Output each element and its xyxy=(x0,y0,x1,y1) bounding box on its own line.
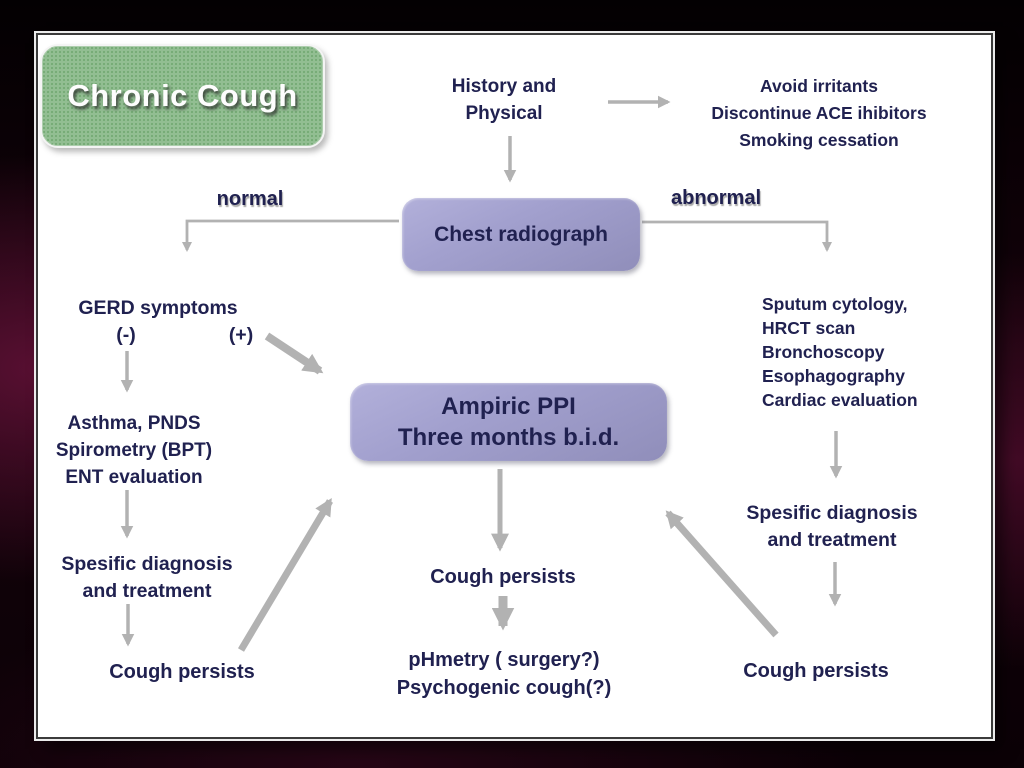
node-recommendations: Avoid irritants Discontinue ACE ihibitors Smoking cessation xyxy=(711,76,927,150)
node-empiric-ppi: Ampiric PPI Three months b.i.d. xyxy=(350,383,667,461)
node-cough-persists-right: Cough persists xyxy=(743,660,889,682)
node-specific-dx-left: Spesific diagnosis and treatment xyxy=(61,553,233,602)
node-asthma-workup: Asthma, PNDS Spirometry (BPT) ENT evaluation xyxy=(55,413,213,488)
node-gerd-symptoms: GERD symptoms xyxy=(78,297,238,319)
node-phmetry: pHmetry ( surgery?) Psychogenic cough(?) xyxy=(396,649,612,699)
node-specific-dx-right: Spesific diagnosis and treatment xyxy=(746,502,918,551)
label-gerd-positive: (+) xyxy=(228,324,254,346)
slide-canvas xyxy=(36,33,993,739)
node-history-physical: History and Physical xyxy=(451,76,557,124)
node-chest-radiograph: Chest radiograph xyxy=(402,198,640,271)
page-title: Chronic Cough xyxy=(67,78,298,113)
label-branch-normal: normal xyxy=(216,188,284,210)
node-abnormal-workup: Sputum cytology, HRCT scan Bronchoscopy Esophagography Cardiac evaluation xyxy=(762,294,918,410)
node-cough-persists-left: Cough persists xyxy=(109,661,255,683)
label-gerd-negative: (-) xyxy=(116,324,136,346)
label-branch-abnormal: abnormal xyxy=(670,187,762,209)
node-cough-persists-center: Cough persists xyxy=(430,566,576,588)
